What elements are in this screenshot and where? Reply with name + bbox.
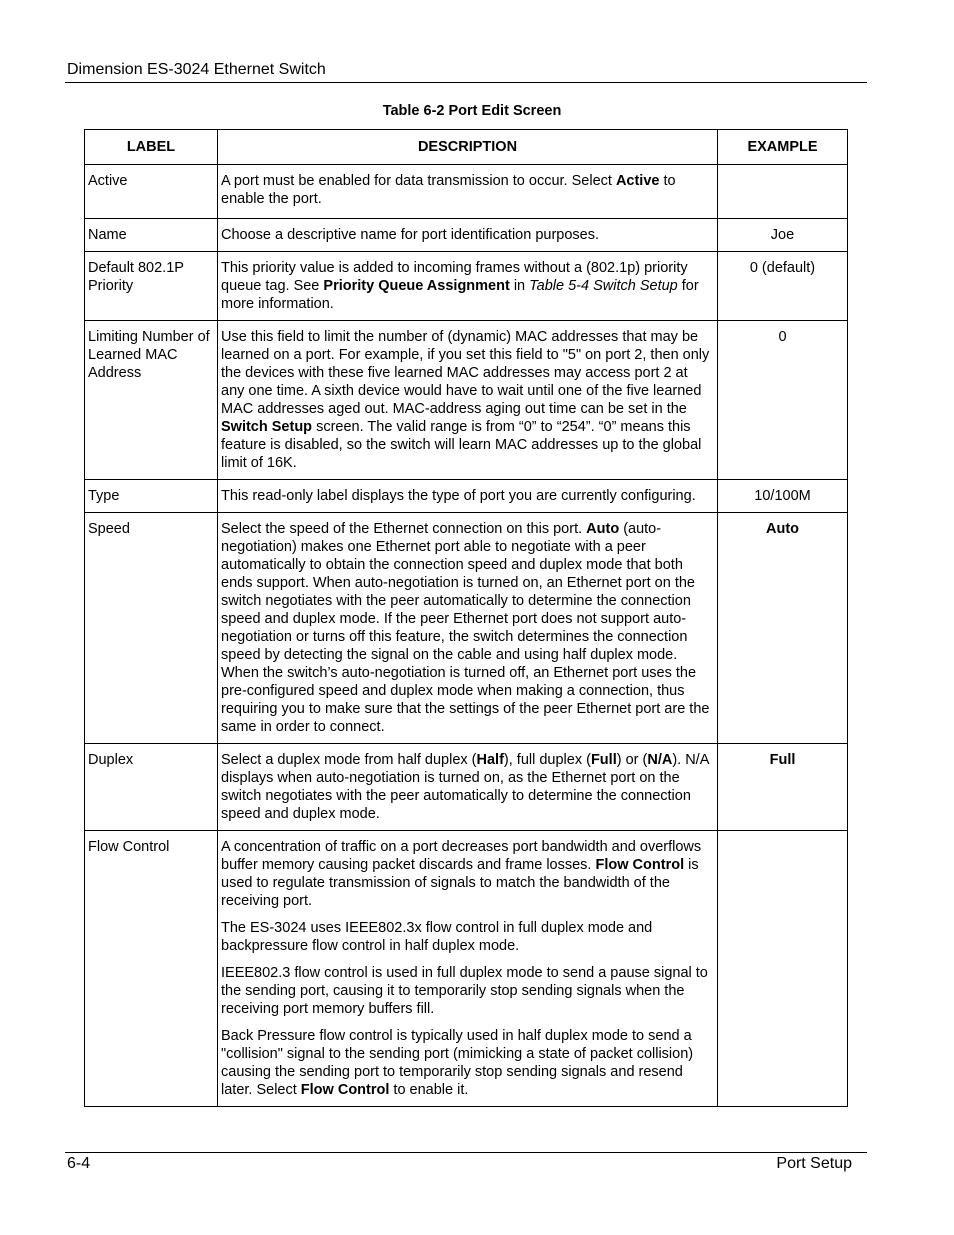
description-paragraph: The ES-3024 uses IEEE802.3x flow control in full duplex mode and backpressure flow control in half duplex mode. xyxy=(221,920,653,954)
row-example xyxy=(718,165,848,219)
row-label: Active xyxy=(85,165,218,219)
description-paragraph: A concentration of traffic on a port decreases port bandwidth and overflows buffer memory causing packet discards and frame losses. Flow Control is used to regulate transmission of signals to match the bandwidth of the receiving port. xyxy=(221,839,702,909)
table-row-duplex xyxy=(85,744,848,831)
row-description: A port must be enabled for data transmission to occur. Select Active to enable the port. xyxy=(218,165,718,219)
row-label: Limiting Number of Learned MAC Address xyxy=(85,321,218,480)
table-caption-text: Table 6-2 Port Edit Screen xyxy=(382,103,562,119)
row-example: Auto xyxy=(718,513,848,744)
row-example: 0 (default) xyxy=(718,252,848,321)
table-row-mac-limit xyxy=(85,321,848,480)
column-header-description: DESCRIPTION xyxy=(218,130,718,165)
table-row-active xyxy=(85,165,848,219)
row-example: 0 xyxy=(718,321,848,480)
table-row-name xyxy=(85,219,848,252)
row-description xyxy=(218,831,718,1107)
row-description: Select a duplex mode from half duplex (Half), full duplex (Full) or (N/A). N/A displays when auto-negotiation is turned on, as the Ethernet port on the switch negotiates with the peer automatically to determine the connection speed and duplex mode. xyxy=(218,744,718,831)
table-row-flow-control xyxy=(85,831,848,1107)
table-row-speed xyxy=(85,513,848,744)
description-paragraph: Back Pressure flow control is typically used in half duplex mode to send a "collision" signal to the sending port (mimicking a state of packet collision) causing the sending port to temporarily stop sending signals and resend later. Select Flow Control to enable it. xyxy=(221,1028,694,1098)
row-description: Use this field to limit the number of (dynamic) MAC addresses that may be learned on a port. For example, if you set this field to "5" on port 2, then only the devices with these five learned MAC addresses may access port 2 at any one time. A sixth device would have to wait until one of the five learned MAC addresses aged out. MAC-address aging out time can be set in the Switch Setup screen. The valid range is from “0” to “254”. “0” means this feature is disabled, so the switch will learn MAC addresses up to the global limit of 16K. xyxy=(218,321,718,480)
row-description: Select the speed of the Ethernet connection on this port. Auto (auto-negotiation) makes one Ethernet port able to negotiate with a peer automatically to obtain the connection speed and duplex mode that both ends support. When auto-negotiation is turned on, an Ethernet port on the switch negotiates with the peer automatically to determine the connection speed and duplex mode. If the peer Ethernet port does not support auto-negotiation or turns off this feature, the switch determines the connection speed by detecting the signal on the cable and using half duplex mode. When the switch’s auto-negotiation is turned off, an Ethernet port uses the pre-configured speed and duplex mode when making a connection, thus requiring you to make sure that the settings of the peer Ethernet port are the same in order to connect. xyxy=(218,513,718,744)
row-example xyxy=(718,831,848,1107)
footer-page-number: 6-4 xyxy=(67,1155,91,1172)
row-description: This priority value is added to incoming frames without a (802.1p) priority queue tag. See Priority Queue Assignment in Table 5-4 Switch Setup for more information. xyxy=(218,252,718,321)
footer-divider xyxy=(65,1152,867,1153)
table-caption xyxy=(0,102,954,120)
table-row-type xyxy=(85,480,848,513)
table-header-row xyxy=(85,130,848,165)
description-paragraph: IEEE802.3 flow control is used in full duplex mode to send a pause signal to the sending port, causing it to temporarily stop sending signals when the receiving port memory buffers fill. xyxy=(221,965,708,1017)
column-header-label: LABEL xyxy=(85,130,218,165)
running-header-title: Dimension ES-3024 Ethernet Switch xyxy=(67,61,326,78)
row-label: Flow Control xyxy=(85,831,218,1107)
column-header-example: EXAMPLE xyxy=(718,130,848,165)
row-label: Type xyxy=(85,480,218,513)
row-label: Duplex xyxy=(85,744,218,831)
row-example: 10/100M xyxy=(718,480,848,513)
row-example: Full xyxy=(718,744,848,831)
row-description: Choose a descriptive name for port identification purposes. xyxy=(218,219,718,252)
table-row-default-priority xyxy=(85,252,848,321)
footer-section-title: Port Setup xyxy=(776,1155,852,1172)
row-label: Speed xyxy=(85,513,218,744)
port-edit-table xyxy=(84,129,848,1107)
row-label: Default 802.1P Priority xyxy=(85,252,218,321)
row-example: Joe xyxy=(718,219,848,252)
header-divider xyxy=(65,82,867,83)
row-label: Name xyxy=(85,219,218,252)
row-description: This read-only label displays the type of port you are currently configuring. xyxy=(218,480,718,513)
